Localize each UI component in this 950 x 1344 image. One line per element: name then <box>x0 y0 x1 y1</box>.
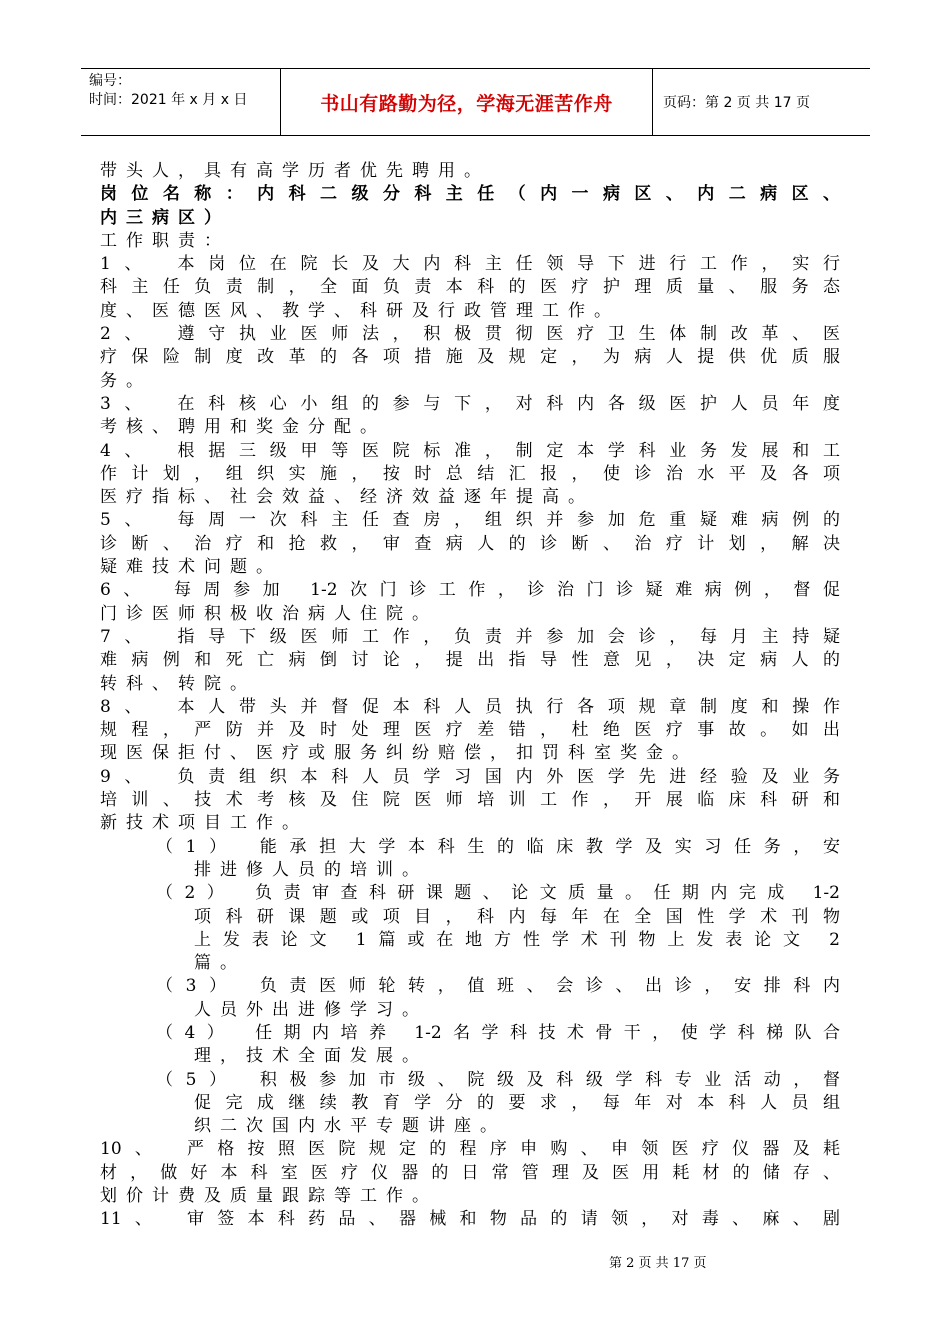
text-line: 务。 <box>100 370 152 391</box>
text-line: 诊断、治疗和抢救，审查病人的诊断、治疗计划，解决 <box>100 533 840 554</box>
text-line: 医疗指标、社会效益、经济效益逐年提高。 <box>100 487 594 508</box>
text-line: 促完成继续教育学分的要求，每年对本科人员组 <box>194 1092 840 1113</box>
text-line: 考核、聘用和奖金分配。 <box>100 417 386 438</box>
text-line: 篇。 <box>194 953 246 974</box>
header-meta <box>81 69 281 135</box>
text-line: 培训、技术考核及住院医师培训工作，开展临床科研和 <box>100 790 840 811</box>
text-line: 6、 每周参加 1-2次门诊工作，诊治门诊疑难病例，督促 <box>100 580 840 601</box>
header-table <box>81 68 870 136</box>
text-line: 上发表论文 1篇或在地方性学术刊物上发表论文 2 <box>194 929 840 950</box>
text-line: （3） 负责医师轮转，值班、会诊、出诊，安排科内 <box>156 976 840 997</box>
time-label: 时间：2021 年 x 月 x 日 <box>89 92 248 108</box>
text-line: 7、 指导下级医师工作，负责并参加会诊，每月主持疑 <box>100 626 840 647</box>
text-line: 新技术项目工作。 <box>100 813 308 834</box>
text-line: 疑难技术问题。 <box>100 557 282 578</box>
text-line: 人员外出进修学习。 <box>194 999 428 1020</box>
text-line: 规程，严防并及时处理医疗差错，杜绝医疗事故。如出 <box>100 720 840 741</box>
text-line: 4、 根据三级甲等医院标准，制定本学科业务发展和工 <box>100 440 840 461</box>
text-line: 11、 审签本科药品、器械和物品的请领，对毒、麻、剧 <box>100 1209 840 1230</box>
text-line: 带头人，具有高学历者优先聘用。 <box>100 161 490 181</box>
header-motto: 书山有路勤为径，学海无涯苦作舟 <box>281 69 653 135</box>
text-line: 8、 本人带头并督促本科人员执行各项规章制度和操作 <box>100 696 840 717</box>
text-line: 难病例和死亡病倒讨论，提出指导性意见，决定病人的 <box>100 650 840 671</box>
text-line: 1、 本岗位在院长及大内科主任领导下进行工作，实行 <box>100 254 840 275</box>
text-line: （4） 任期内培养 1-2名学科技术骨干，使学科梯队合 <box>156 1022 840 1043</box>
text-line: 工作职责： <box>100 230 230 251</box>
text-line: 3、 在科核心小组的参与下，对科内各级医护人员年度 <box>100 393 840 414</box>
page-footer: 第 2 页 共 17 页 <box>609 1256 707 1271</box>
text-line: 内三病区） <box>100 207 230 228</box>
text-line: （1） 能承担大学本科生的临床教学及实习任务，安 <box>156 836 840 857</box>
text-line: 9、 负责组织本科人员学习国内外医学先进经验及业务 <box>100 766 840 787</box>
header-page-info: 页码：第 2 页 共 17 页 <box>663 95 810 111</box>
text-line: 度、医德医风、教学、科研及行政管理工作。 <box>100 300 620 321</box>
text-line: 现医保拒付、医疗或服务纠纷赔偿，扣罚科室奖金。 <box>100 743 698 764</box>
text-line: 理，技术全面发展。 <box>194 1046 428 1067</box>
text-line: （5） 积极参加市级、院级及科级学科专业活动，督 <box>156 1069 840 1090</box>
text-line: 排进修人员的培训。 <box>194 859 428 880</box>
number-label: 编号： <box>89 73 131 89</box>
text-line: 岗位名称：内科二级分科主任（内一病区、内二病区、 <box>100 184 840 205</box>
text-line: 5、 每周一次科主任查房，组织并参加危重疑难病例的 <box>100 510 840 531</box>
text-line: 项科研课题或项目，科内每年在全国性学术刊物 <box>194 906 840 927</box>
text-line: 疗保险制度改革的各项措施及规定，为病人提供优质服 <box>100 347 840 368</box>
document-body <box>100 160 840 1232</box>
text-line: 材，做好本科室医疗仪器的日常管理及医用耗材的储存、 <box>100 1162 840 1183</box>
text-line: 科主任负责制，全面负责本科的医疗护理质量、服务态 <box>100 277 840 298</box>
text-line: 划价计费及质量跟踪等工作。 <box>100 1186 438 1207</box>
text-line: 2、 遵守执业医师法，积极贯彻医疗卫生体制改革、医 <box>100 324 840 345</box>
text-line: 门诊医师积极收治病人住院。 <box>100 603 438 624</box>
text-line: 织二次国内水平专题讲座。 <box>194 1116 506 1137</box>
text-line: 作计划，组织实施，按时总结汇报，使诊治水平及各项 <box>100 463 840 484</box>
text-line: （2） 负责审查科研课题、论文质量。任期内完成 1-2 <box>156 883 840 904</box>
text-line: 10、 严格按照医院规定的程序申购、申领医疗仪器及耗 <box>100 1139 840 1160</box>
text-line: 转科、转院。 <box>100 673 256 694</box>
